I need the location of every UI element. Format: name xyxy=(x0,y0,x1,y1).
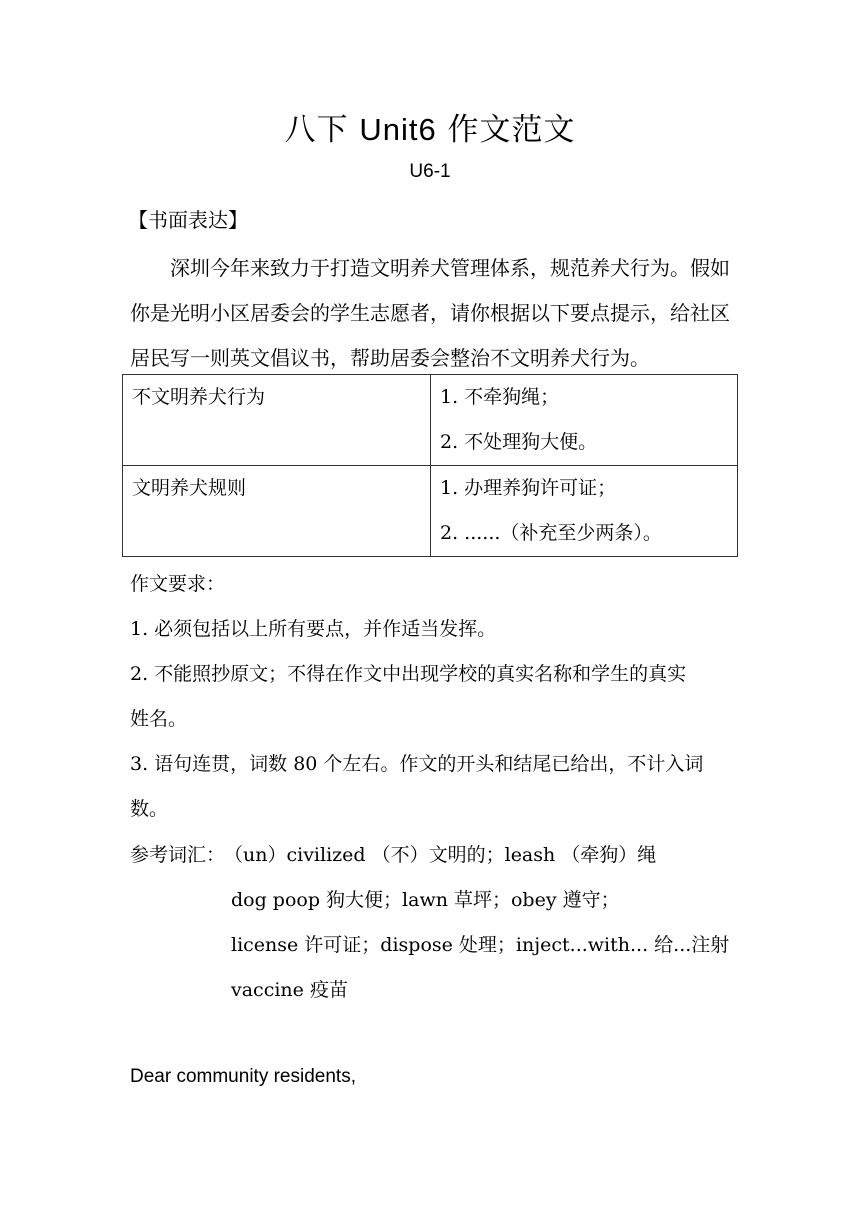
requirement-item: 2. 不能照抄原文；不得在作文中出现学校的真实名称和学生的真实 xyxy=(130,663,687,685)
table-cell-items xyxy=(431,375,738,466)
vocabulary-label: 参考词汇： xyxy=(130,844,226,866)
vocabulary-line: vaccine 疫苗 xyxy=(231,979,348,1001)
row-item: 2. 不处理狗大便。 xyxy=(440,431,598,453)
prompt-line: 居民写一则英文倡议书，帮助居委会整治不文明养犬行为。 xyxy=(130,346,650,370)
key-points-table xyxy=(122,374,738,557)
row-item: 2. ......（补充至少两条）。 xyxy=(440,522,662,544)
requirements-heading: 作文要求： xyxy=(130,573,226,595)
prompt-line: 你是光明小区居委会的学生志愿者，请你根据以下要点提示，给社区 xyxy=(130,301,730,325)
document-code: U6-1 xyxy=(409,161,451,182)
vocabulary-line: license 许可证；dispose 处理；inject...with... 给...注射 xyxy=(231,934,730,956)
letter-greeting: Dear community residents, xyxy=(130,1066,356,1087)
table-row xyxy=(123,375,738,466)
requirement-item: 数。 xyxy=(130,798,169,820)
vocabulary-line: dog poop 狗大便；lawn 草坪；obey 遵守； xyxy=(231,889,620,911)
section-label: 【书面表达】 xyxy=(128,208,248,232)
row-label: 不文明养犬行为 xyxy=(132,386,266,408)
vocabulary-line: （un）civilized （不）文明的；leash （牵狗）绳 xyxy=(224,844,657,866)
row-label: 文明养犬规则 xyxy=(132,477,247,499)
prompt-line: 深圳今年来致力于打造文明养犬管理体系，规范养犬行为。假如 xyxy=(170,256,730,280)
row-item: 1. 办理养狗许可证； xyxy=(440,477,617,499)
row-item: 1. 不牵狗绳； xyxy=(440,386,560,408)
table-cell-label xyxy=(123,466,431,557)
table-cell-label xyxy=(123,375,431,466)
title-cn: 八下 xyxy=(284,112,349,148)
page-title xyxy=(0,104,860,149)
table-cell-items xyxy=(431,466,738,557)
table-row xyxy=(123,466,738,557)
title-unit: Unit6 xyxy=(359,112,437,147)
requirement-item: 3. 语句连贯，词数 80 个左右。作文的开头和结尾已给出，不计入词 xyxy=(130,753,704,775)
requirement-item: 姓名。 xyxy=(130,708,188,730)
title-tail: 作文范文 xyxy=(447,112,576,148)
requirement-item: 1. 必须包括以上所有要点，并作适当发挥。 xyxy=(130,618,497,640)
